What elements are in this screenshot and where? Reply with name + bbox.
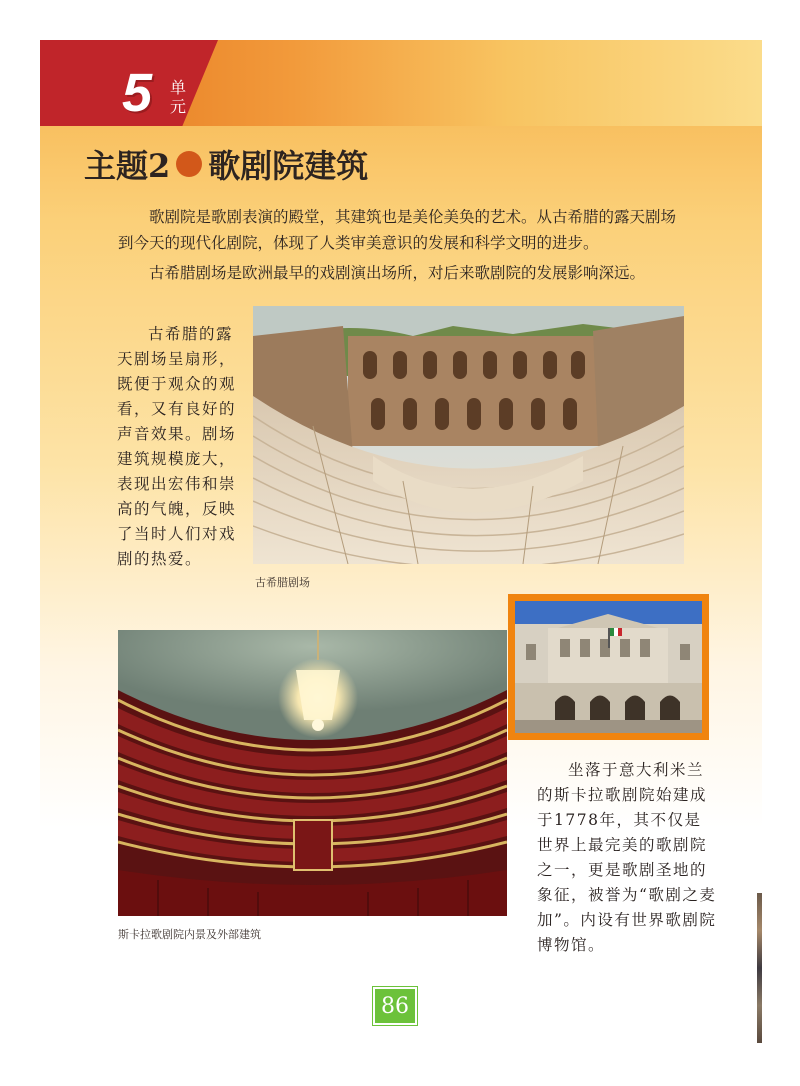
intro-paragraph-1: 歌剧院是歌剧表演的殿堂，其建筑也是美伦美奂的艺术。从古希腊的露天剧场到今天的现代化剧院，体现了人类审美意识的发展和科学文明的进步。 <box>118 208 677 252</box>
la-scala-description: 坐落于意大利米兰的斯卡拉歌剧院始建成于1778年，其不仅是世界上最完美的歌剧院之一，更是歌剧圣地的象征，被誉为“歌剧之麦加”。内设有世界歌剧院博物馆。 <box>537 761 717 954</box>
intro-text <box>118 204 690 286</box>
page-edge-strip <box>757 893 762 1043</box>
title-bullet-icon <box>176 151 202 177</box>
title-prefix: 主题2 <box>84 147 171 185</box>
unit-number: 5 <box>122 63 153 123</box>
intro-paragraph-2: 古希腊剧场是欧洲最早的戏剧演出场所，对后来歌剧院的发展影响深远。 <box>149 264 646 282</box>
la-scala-interior-photo <box>118 630 507 916</box>
page-title <box>84 142 368 186</box>
page-number: 86 <box>373 987 417 1025</box>
title-text: 歌剧院建筑 <box>208 147 369 185</box>
greek-theater-photo <box>253 306 684 564</box>
la-scala-exterior-frame <box>508 594 709 740</box>
la-scala-exterior-photo <box>508 594 709 740</box>
unit-label: 单元 <box>170 78 187 116</box>
la-scala-caption: 斯卡拉歌剧院内景及外部建筑 <box>118 928 261 941</box>
greek-theater-caption: 古希腊剧场 <box>255 576 310 589</box>
greek-theater-description: 古希腊的露天剧场呈扇形，既便于观众的观看，又有良好的声音效果。剧场建筑规模庞大，表现出宏伟和崇高的气魄，反映了当时人们对戏剧的热爱。 <box>117 325 237 568</box>
